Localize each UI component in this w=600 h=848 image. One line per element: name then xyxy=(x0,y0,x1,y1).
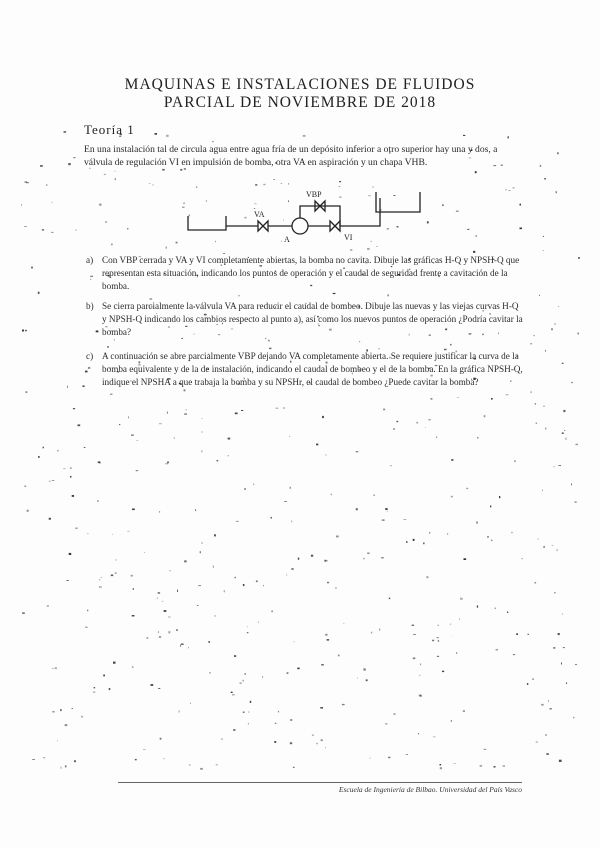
question-letter: c) xyxy=(86,351,94,361)
question-text: A continuación se abre parcialmente VBP dejando VA completamente abierta. Se requiere justificar la curva de la bomba equivalente y de la de instalación, indicando el caudal de bombeo y el de la bomba. En la gráfica NPSH-Q, indique el NPSHA a que trabaja la bomba y su NPSHr, el caudal de bombeo ¿Puede cavitar la bomba? xyxy=(102,351,523,387)
diagram-label-a: A xyxy=(284,235,290,244)
footer-rule xyxy=(118,782,522,783)
diagram-label-va: VA xyxy=(254,210,265,219)
intro-paragraph: En una instalación tal de circula agua entre agua fría de un depósito inferior a otro superior hay una y dos, a válvula de regulación VI en impulsión de bomba, otra VA en aspiración y un chapa VHB. xyxy=(84,144,498,168)
installation-diagram xyxy=(180,186,440,246)
page-footer: Escuela de Ingeniería de Bilbao. Universidad del País Vasco xyxy=(338,785,522,794)
question-text: Se cierra parcialmente la válvula VA para reducir el caudal de bombeo. Dibuje las nuevas y las viejas curvas H-Q y NPSH-Q indicando los cambios respecto al punto a), así como los nuevos puntos de operación ¿Podría cavitar la bomba? xyxy=(102,301,523,337)
section-heading: Teoría 1 xyxy=(84,122,135,137)
question-letter: a) xyxy=(86,255,94,265)
question-letter: b) xyxy=(86,301,94,311)
question-text: Con VBP cerrada y VA y VI completamente abiertas, la bomba no cavita. Dibuje las gráficas H-Q y NPSH-Q que representan esta situación, indicando los puntos de operación y el caudal de seguridad frente a cavitación de la bomba. xyxy=(102,255,520,291)
question-a xyxy=(86,254,524,293)
question-c xyxy=(86,350,524,389)
diagram-label-vbp: VBP xyxy=(306,190,322,199)
diagram-label-vi: VI xyxy=(344,233,353,242)
exam-title: MAQUINAS E INSTALACIONES DE FLUIDOS xyxy=(124,76,476,93)
exam-subtitle: PARCIAL DE NOVIEMBRE DE 2018 xyxy=(163,94,437,111)
question-b xyxy=(86,300,524,339)
